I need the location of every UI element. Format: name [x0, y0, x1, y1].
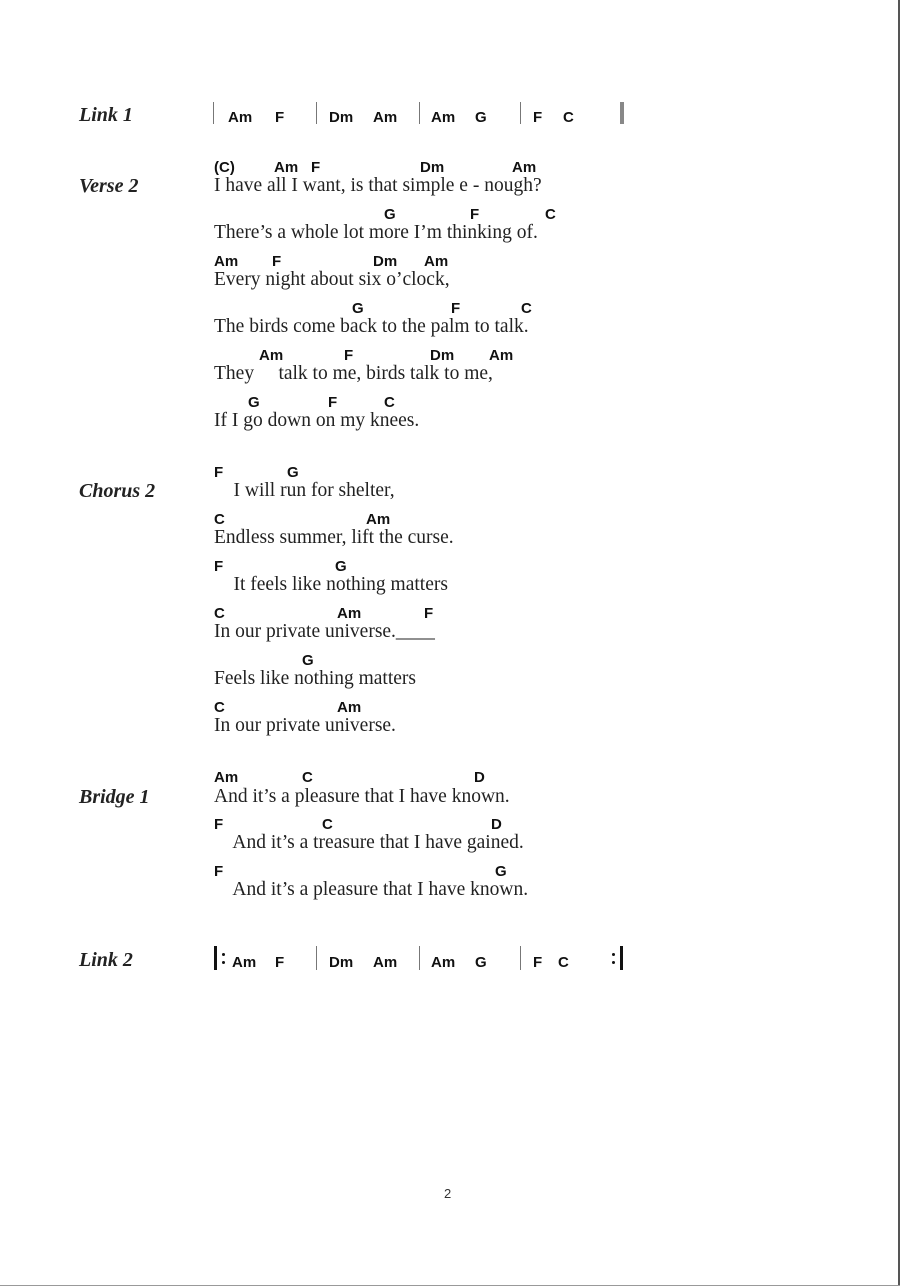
lyric-line: Endless summer, lift the curse.	[214, 527, 454, 548]
chord: C	[214, 605, 225, 622]
page-number: 2	[444, 1186, 452, 1201]
chord: Am	[512, 159, 537, 176]
section-label-bridge-1: Bridge 1	[79, 786, 150, 808]
chord: Am	[228, 109, 253, 126]
chord: G	[248, 394, 260, 411]
chord: D	[491, 816, 502, 833]
lyric-line: I will run for shelter,	[214, 480, 395, 501]
barline	[520, 102, 521, 124]
chord: G	[475, 954, 487, 971]
chord: C	[214, 511, 225, 528]
chord: F	[275, 954, 285, 971]
chord: Am	[214, 769, 239, 786]
chord: Am	[274, 159, 299, 176]
section-label-chorus-2: Chorus 2	[79, 480, 156, 502]
chord: F	[533, 954, 543, 971]
chord: Am	[431, 109, 456, 126]
chord: C	[545, 206, 556, 223]
lyric-line: The birds come back to the palm to talk.	[214, 316, 529, 337]
chord: C	[558, 954, 569, 971]
chord: Am	[424, 253, 449, 270]
chord: F	[272, 253, 282, 270]
lyric-line: Every night about six o’clock,	[214, 269, 450, 290]
chord: C	[322, 816, 333, 833]
end-barline	[620, 102, 624, 124]
repeat-dot	[222, 953, 225, 956]
lyric-line: If I go down on my knees.	[214, 410, 420, 431]
lyric-line: Feels like nothing matters	[214, 668, 417, 689]
chord: Dm	[329, 109, 354, 126]
lyric-line: And it’s a pleasure that I have known.	[214, 879, 529, 900]
lyric-line: And it’s a treasure that I have gained.	[214, 832, 524, 853]
barline	[316, 102, 317, 124]
repeat-dot	[612, 953, 615, 956]
chord: G	[495, 863, 507, 880]
barline	[213, 102, 214, 124]
chord: D	[474, 769, 485, 786]
chord: F	[275, 109, 285, 126]
repeat-dot	[222, 961, 225, 964]
lyric-line: It feels like nothing matters	[214, 574, 448, 595]
barline	[316, 946, 317, 970]
chord: F	[424, 605, 434, 622]
chord: F	[311, 159, 321, 176]
chord: C	[214, 699, 225, 716]
chord: G	[475, 109, 487, 126]
section-label-verse-2: Verse 2	[79, 175, 139, 197]
section-label-link-1: Link 1	[79, 104, 133, 126]
chord: F	[214, 863, 224, 880]
chord: F	[214, 558, 224, 575]
chord: Am	[366, 511, 391, 528]
lyric-line: In our private universe.	[214, 715, 396, 736]
chord: Am	[259, 347, 284, 364]
chord: Am	[214, 253, 239, 270]
chord: G	[335, 558, 347, 575]
chord: G	[302, 652, 314, 669]
chord: F	[328, 394, 338, 411]
chord: F	[470, 206, 480, 223]
chord: F	[451, 300, 461, 317]
repeat-end-barline	[620, 946, 623, 970]
chord: F	[214, 464, 224, 481]
chord: Am	[337, 699, 362, 716]
chord: Am	[373, 954, 398, 971]
chord: Dm	[329, 954, 354, 971]
chord: Dm	[420, 159, 445, 176]
lyric-line: They talk to me, birds talk to me,	[214, 363, 493, 384]
chord: C	[521, 300, 532, 317]
repeat-dot	[612, 961, 615, 964]
chord: C	[384, 394, 395, 411]
chord: F	[214, 816, 224, 833]
repeat-start-barline	[214, 946, 217, 970]
chord: Am	[337, 605, 362, 622]
chord: Am	[431, 954, 456, 971]
chord: Am	[489, 347, 514, 364]
chord: F	[344, 347, 354, 364]
chord: Am	[232, 954, 257, 971]
chord: G	[287, 464, 299, 481]
chord: G	[352, 300, 364, 317]
barline	[520, 946, 521, 970]
lyric-line: In our private universe.____	[214, 621, 435, 642]
barline	[419, 946, 420, 970]
lyric-line: There’s a whole lot more I’m thinking of.	[214, 222, 538, 243]
chord: G	[384, 206, 396, 223]
chord: F	[533, 109, 543, 126]
lyric-line: And it’s a pleasure that I have known.	[214, 786, 510, 807]
lyric-line: I have all I want, is that simple e - nough?	[214, 175, 542, 196]
chord: Am	[373, 109, 398, 126]
section-label-link-2: Link 2	[79, 949, 133, 971]
barline	[419, 102, 420, 124]
chord: Dm	[430, 347, 455, 364]
chord: (C)	[214, 159, 235, 176]
chord: C	[563, 109, 574, 126]
chord: Dm	[373, 253, 398, 270]
chord: C	[302, 769, 313, 786]
